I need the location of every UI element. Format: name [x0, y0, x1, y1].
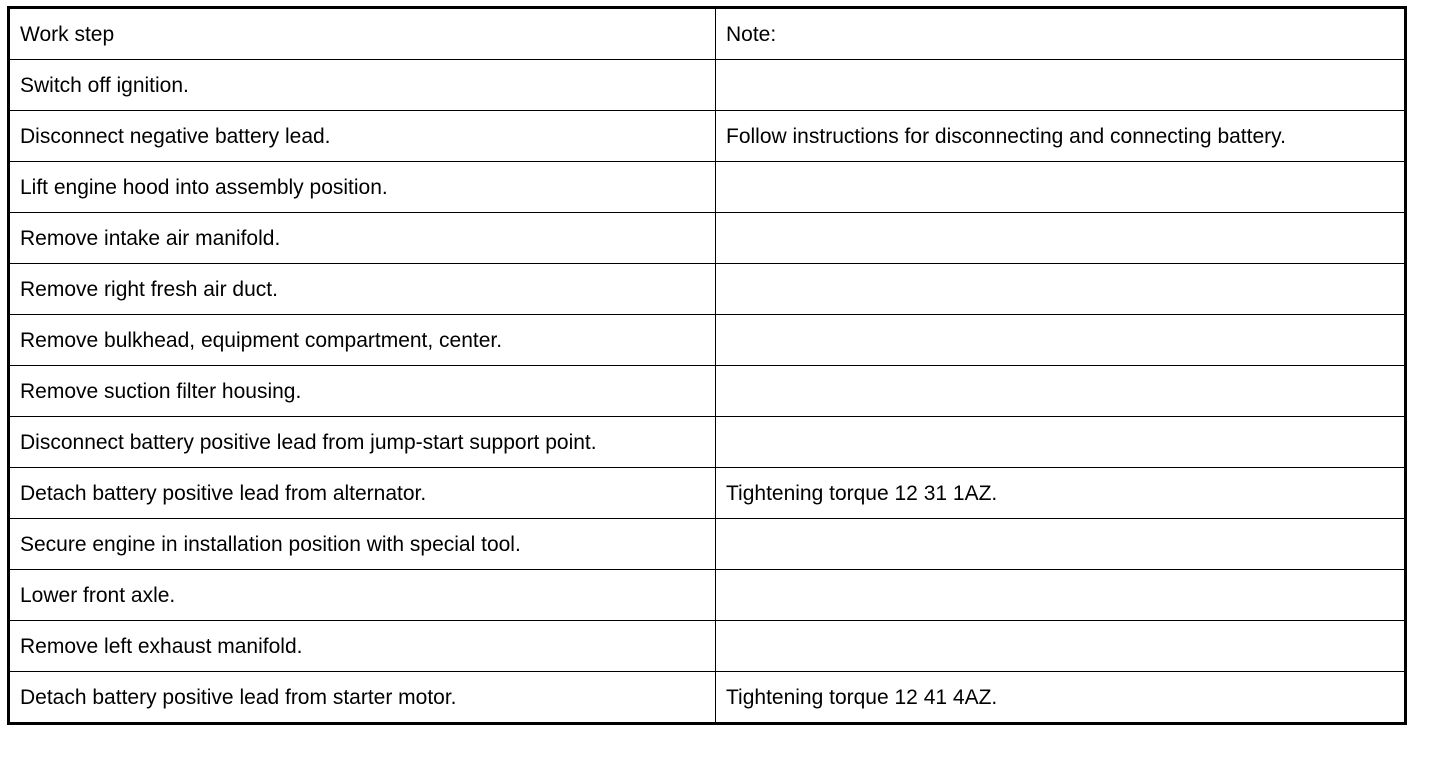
table-row	[9, 570, 1406, 621]
work-step-cell: Switch off ignition.	[9, 60, 716, 111]
work-step-cell: Remove suction filter housing.	[9, 366, 716, 417]
work-step-cell: Lift engine hood into assembly position.	[9, 162, 716, 213]
table-row	[9, 621, 1406, 672]
note-cell	[716, 621, 1406, 672]
note-cell: Tightening torque 12 41 4AZ.	[716, 672, 1406, 724]
note-cell	[716, 417, 1406, 468]
note-cell	[716, 519, 1406, 570]
table-row	[9, 672, 1406, 724]
work-steps-table	[7, 6, 1407, 725]
work-step-cell: Remove right fresh air duct.	[9, 264, 716, 315]
table-body	[9, 8, 1406, 724]
table-row	[9, 417, 1406, 468]
table-row	[9, 162, 1406, 213]
table-row	[9, 468, 1406, 519]
work-step-cell: Detach battery positive lead from starter motor.	[9, 672, 716, 724]
table-row	[9, 111, 1406, 162]
work-step-cell: Disconnect negative battery lead.	[9, 111, 716, 162]
header-work-step: Work step	[9, 8, 716, 60]
work-step-cell: Detach battery positive lead from alternator.	[9, 468, 716, 519]
table-row	[9, 519, 1406, 570]
work-step-cell: Remove intake air manifold.	[9, 213, 716, 264]
work-step-cell: Lower front axle.	[9, 570, 716, 621]
table-row	[9, 213, 1406, 264]
table-row	[9, 315, 1406, 366]
header-note: Note:	[716, 8, 1406, 60]
note-cell	[716, 162, 1406, 213]
note-cell	[716, 366, 1406, 417]
work-step-cell: Secure engine in installation position with special tool.	[9, 519, 716, 570]
work-step-cell: Disconnect battery positive lead from jump-start support point.	[9, 417, 716, 468]
note-cell	[716, 264, 1406, 315]
note-cell	[716, 570, 1406, 621]
note-cell: Follow instructions for disconnecting and connecting battery.	[716, 111, 1406, 162]
work-step-cell: Remove left exhaust manifold.	[9, 621, 716, 672]
note-cell: Tightening torque 12 31 1AZ.	[716, 468, 1406, 519]
work-step-cell: Remove bulkhead, equipment compartment, center.	[9, 315, 716, 366]
note-cell	[716, 60, 1406, 111]
table-row	[9, 366, 1406, 417]
table-header-row	[9, 8, 1406, 60]
note-cell	[716, 213, 1406, 264]
table-row	[9, 60, 1406, 111]
note-cell	[716, 315, 1406, 366]
table-row	[9, 264, 1406, 315]
